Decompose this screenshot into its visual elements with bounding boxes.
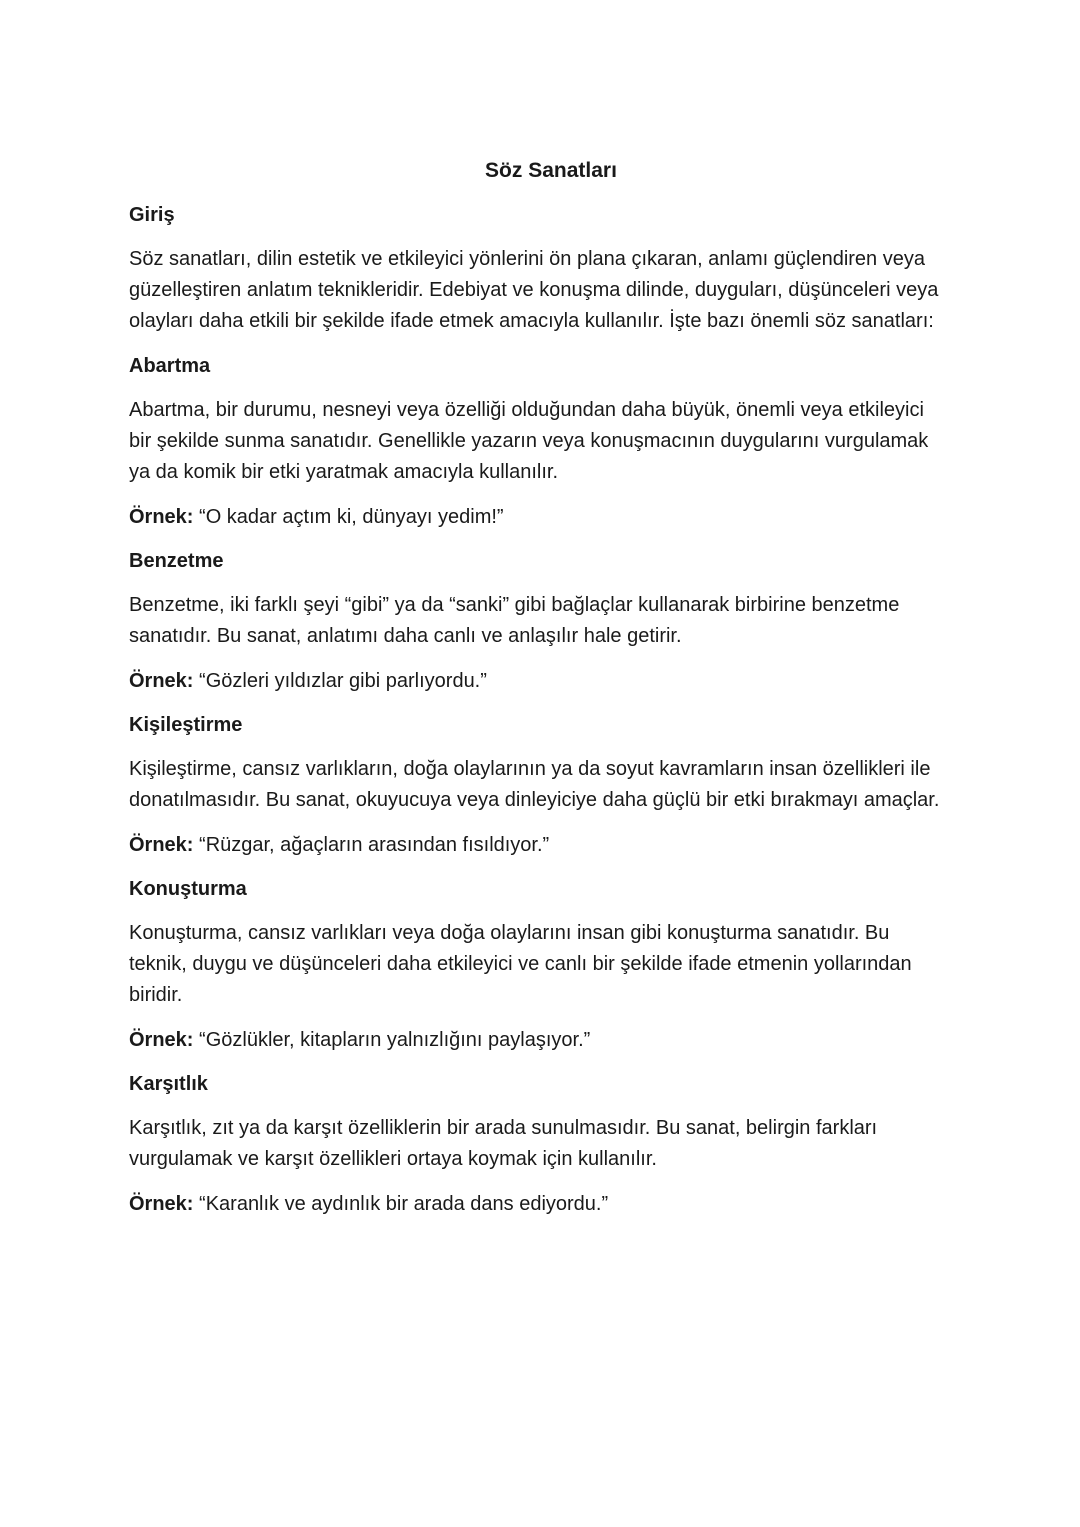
example-text: “Gözlükler, kitapların yalnızlığını paylaşıyor.”	[199, 1029, 591, 1051]
example-label: Örnek:	[129, 1029, 194, 1051]
example-label: Örnek:	[129, 1193, 194, 1215]
section-paragraph-benzetme: Benzetme, iki farklı şeyi “gibi” ya da “sanki” gibi bağlaçlar kullanarak birbirine benzetme sanatıdır. Bu sanat, anlatımı daha canlı ve anlaşılır hale getirir.	[129, 594, 900, 647]
section-heading-konusturma: Konuşturma	[129, 878, 247, 900]
example-karsitlik	[129, 1189, 949, 1219]
section-paragraph-karsitlik: Karşıtlık, zıt ya da karşıt özelliklerin bir arada sunulmasıdır. Bu sanat, belirgin farkları vurgulamak ve karşıt özellikleri ortaya koymak için kullanılır.	[129, 1117, 878, 1170]
section-paragraph-konusturma: Konuşturma, cansız varlıkları veya doğa olaylarını insan gibi konuşturma sanatıdır. Bu teknik, duygu ve düşünceleri daha etkileyici ve canlı bir şekilde ifade etmenin yollarından biridir.	[129, 922, 912, 1006]
section-heading-karsitlik: Karşıtlık	[129, 1073, 208, 1095]
example-konusturma	[129, 1025, 949, 1055]
example-label: Örnek:	[129, 670, 194, 692]
section-heading-benzetme: Benzetme	[129, 550, 224, 572]
example-kisilestirme	[129, 830, 949, 860]
example-text: “O kadar açtım ki, dünyayı yedim!”	[199, 506, 504, 528]
section-paragraph-abartma: Abartma, bir durumu, nesneyi veya özelliği olduğundan daha büyük, önemli veya etkileyici bir şekilde sunma sanatıdır. Genellikle yazarın veya konuşmacının duygularını vurgulamak ya da komik bir etki yaratmak amacıyla kullanılır.	[129, 399, 929, 483]
example-label: Örnek:	[129, 834, 194, 856]
example-text: “Gözleri yıldızlar gibi parlıyordu.”	[199, 670, 487, 692]
document-page	[129, 156, 949, 1233]
example-text: “Rüzgar, ağaçların arasından fısıldıyor.”	[199, 834, 550, 856]
intro-paragraph: Söz sanatları, dilin estetik ve etkileyici yönlerini ön plana çıkaran, anlamı güçlendiren veya güzelleştiren anlatım teknikleridir. Edebiyat ve konuşma dilinde, duyguları, düşünceleri veya olayları daha etkili bir şekilde ifade etmek amacıyla kullanılır. İşte bazı önemli söz sanatları:	[129, 248, 939, 332]
example-benzetme	[129, 666, 949, 696]
section-heading-kisilestirme: Kişileştirme	[129, 714, 243, 736]
example-label: Örnek:	[129, 506, 194, 528]
section-heading-abartma: Abartma	[129, 355, 211, 377]
example-text: “Karanlık ve aydınlık bir arada dans ediyordu.”	[199, 1193, 609, 1215]
document-title: Söz Sanatları	[485, 159, 617, 182]
section-heading-intro: Giriş	[129, 204, 175, 226]
section-paragraph-kisilestirme: Kişileştirme, cansız varlıkların, doğa olaylarının ya da soyut kavramların insan özellikleri ile donatılmasıdır. Bu sanat, okuyucuya veya dinleyiciye daha güçlü bir etki bırakmayı amaçlar.	[129, 758, 940, 811]
example-abartma	[129, 502, 949, 532]
